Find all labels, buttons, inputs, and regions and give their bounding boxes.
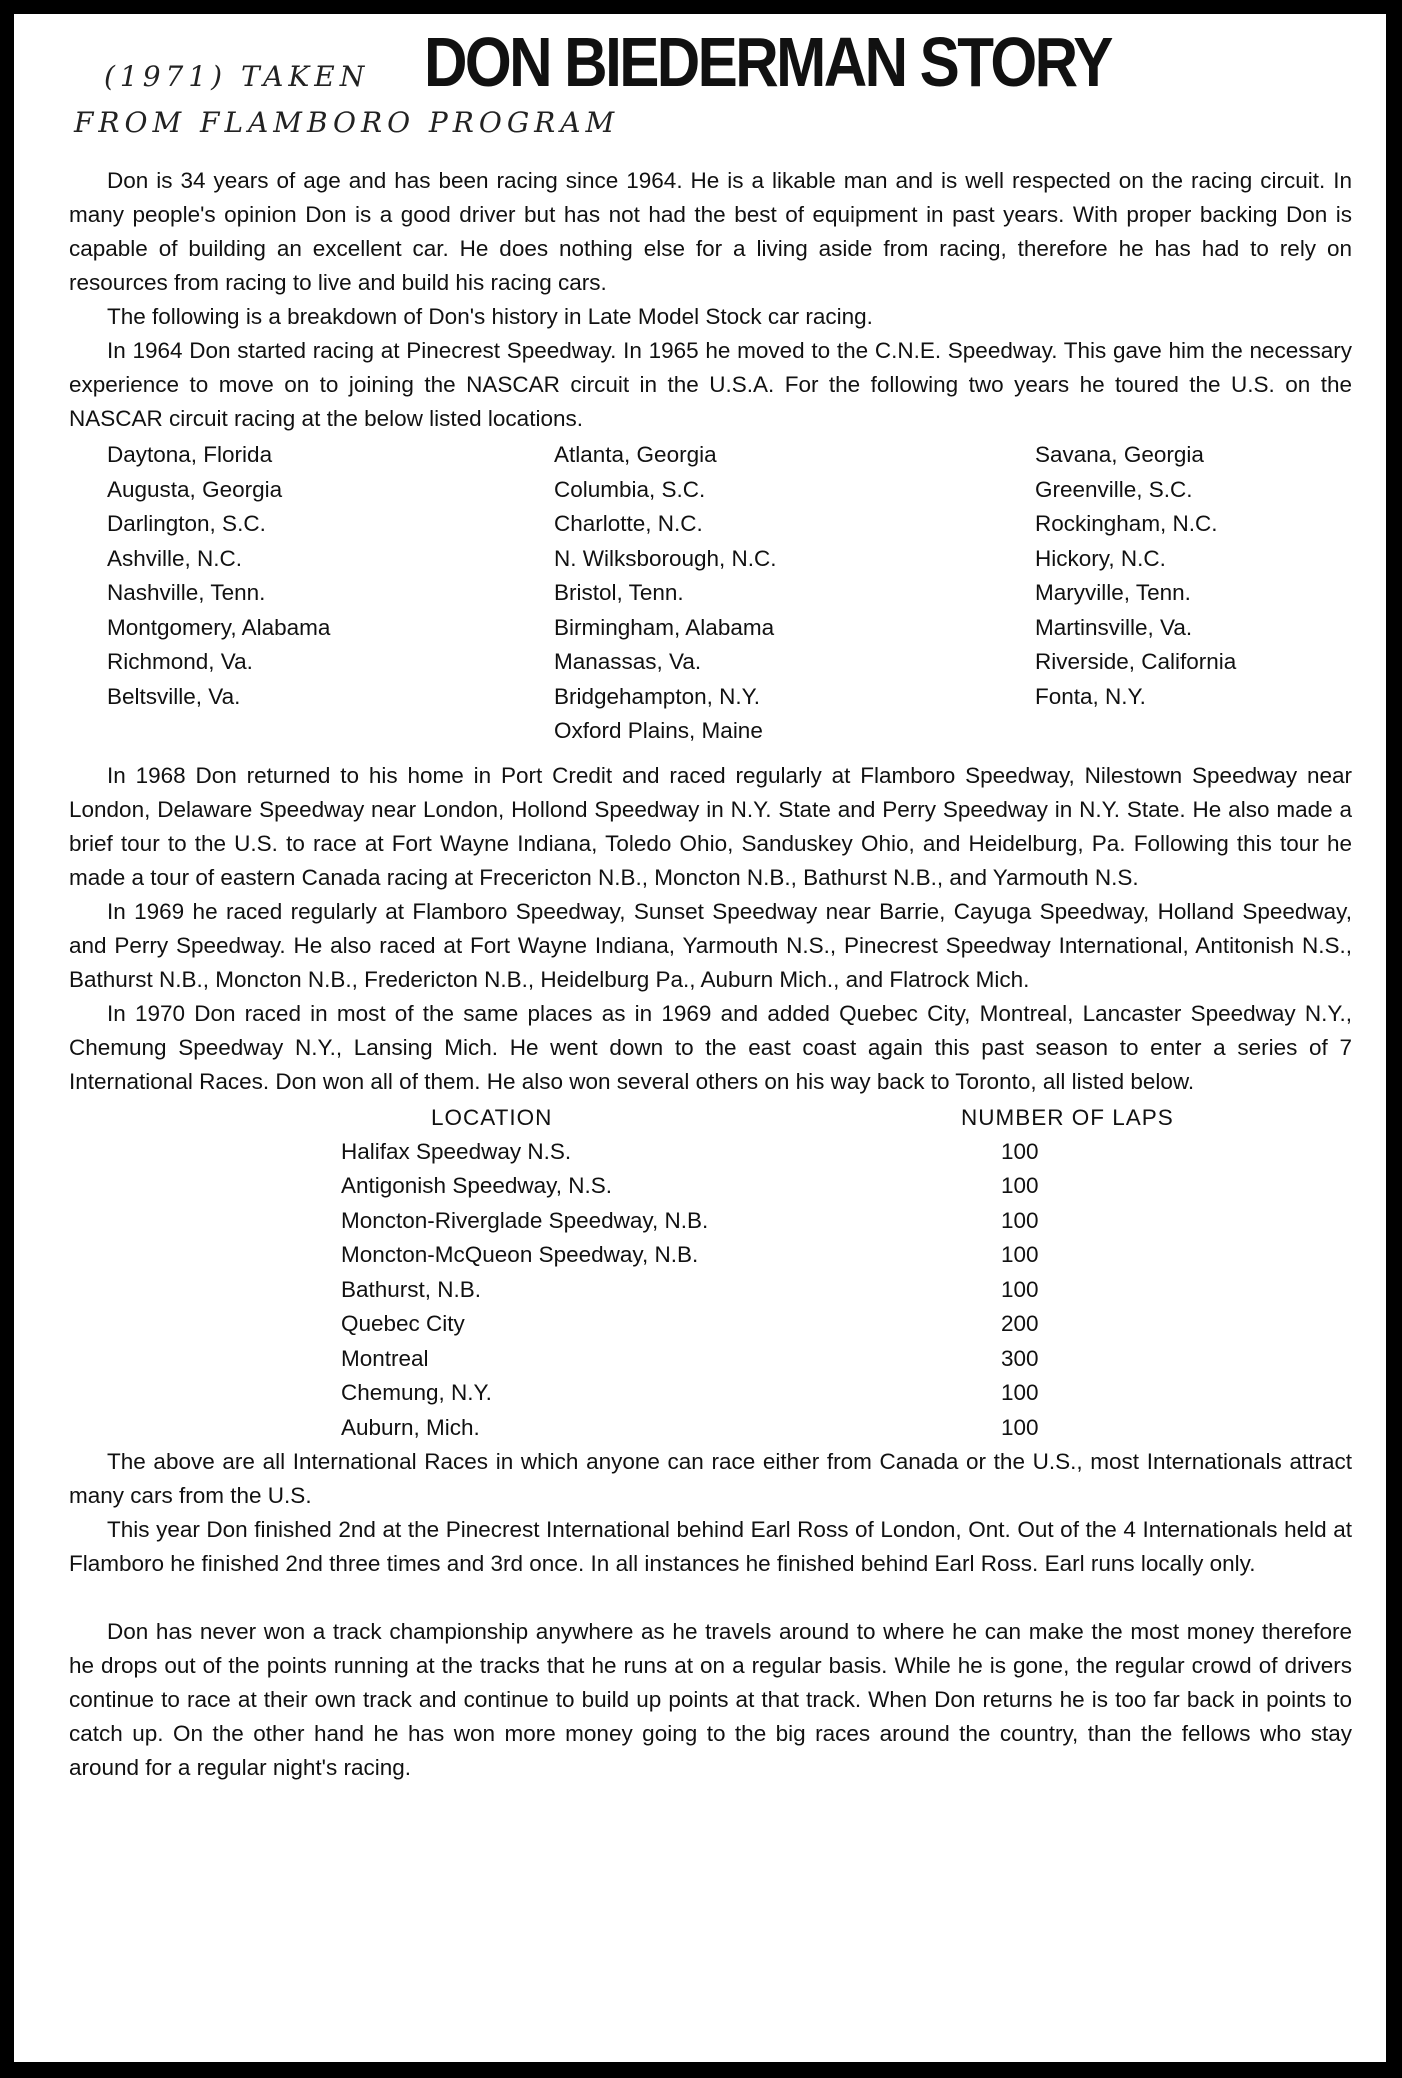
race-location: Montreal xyxy=(341,1345,429,1371)
race-location: Auburn, Mich. xyxy=(341,1414,480,1440)
location-item: Augusta, Georgia xyxy=(107,476,283,502)
document-page xyxy=(14,14,1386,2062)
table-row xyxy=(69,1204,1352,1239)
location-item: Bristol, Tenn. xyxy=(554,580,684,605)
paragraph-intro: Don is 34 years of age and has been racing since 1964. He is a likable man and is well respected on the racing circuit. In many people's opinion Don is a good driver but has not had the best of equipment in past years. With proper backing Don is capable of building an excellent car. He does nothing else for a living aside from racing, therefore he has had to rely on resources from racing to live and build his racing cars. xyxy=(69,168,1352,295)
location-item: Atlanta, Georgia xyxy=(554,442,717,467)
race-laps: 100 xyxy=(1001,1138,1039,1164)
article-body xyxy=(69,164,1352,1785)
locations-column-1 xyxy=(107,438,554,749)
table-row xyxy=(69,1307,1352,1342)
location-item: Columbia, S.C. xyxy=(554,476,706,502)
location-item: Oxford Plains, Maine xyxy=(554,718,763,743)
location-item: Rockingham, N.C. xyxy=(1035,511,1218,536)
page-title: DON BIEDERMAN STORY xyxy=(424,23,1111,101)
paragraph-1968: In 1968 Don returned to his home in Port Credit and raced regularly at Flamboro Speedway, Nilestown Speedway near London, Delaware Speedway near London, Hollond Speedway in N.Y. State and Perry Speedway in N.Y. State. He also made a brief tour to the U.S. to race at Fort Wayne Indiana, Toledo Ohio, Sanduskey Ohio, and Heidelburg, Pa. Following this tour he made a tour of eastern Canada racing at Frecericton N.B., Moncton N.B., Bathurst N.B., and Yarmouth N.S. xyxy=(69,762,1352,890)
paragraph-1969: In 1969 he raced regularly at Flamboro Speedway, Sunset Speedway near Barrie, Cayuga Speedway, Holland Speedway, and Perry Speedway. He also raced at Fort Wayne Indiana, Yarmouth N.S., Pinecrest Speedway International, Antitonish N.S., Bathurst N.B., Moncton N.B., Fredericton N.B., Heidelburg Pa., Auburn Mich., and Flatrock Mich. xyxy=(69,898,1352,992)
paragraph-1970: In 1970 Don raced in most of the same places as in 1969 and added Quebec City, Montreal, Lancaster Speedway N.Y., Chemung Speedway N.Y., Lansing Mich. He went down to the east coast again this past season to enter a series of 7 International Races. Don won all of them. He also won several others on his way back to Toronto, all listed below. xyxy=(69,1000,1352,1094)
race-location: Antigonish Speedway, N.S. xyxy=(341,1173,612,1198)
location-item: Darlington, S.C. xyxy=(107,511,266,536)
location-item: Riverside, California xyxy=(1035,649,1237,674)
header-location: LOCATION xyxy=(431,1104,553,1130)
race-laps: 100 xyxy=(1001,1173,1039,1198)
location-item: Fonta, N.Y. xyxy=(1035,683,1146,709)
table-row xyxy=(69,1342,1352,1377)
nascar-locations-list xyxy=(107,438,1352,749)
paragraph-championship: Don has never won a track championship anywhere as he travels around to where he can make the most money therefore he drops out of the points running at the tracks that he runs at on a regular basis. While he is gone, the regular crowd of drivers continue to race at their own track and continue to build up points at that track. When Don returns he is too far back in points to catch up. On the other hand he has won more money going to the big races around the country, than the fellows who stay around for a regular night's racing. xyxy=(69,1619,1352,1780)
table-row xyxy=(69,1135,1352,1170)
races-table xyxy=(69,1101,1352,1446)
race-location: Quebec City xyxy=(341,1311,465,1336)
race-laps: 200 xyxy=(1001,1311,1039,1336)
paragraph-internationals: The above are all International Races in which anyone can race either from Canada or the U.S., most Internationals attract many cars from the U.S. xyxy=(69,1449,1352,1508)
location-item: Savana, Georgia xyxy=(1035,442,1204,467)
table-row xyxy=(69,1273,1352,1308)
handwritten-annotation xyxy=(74,54,620,146)
annotation-line-1: (1971) TAKEN xyxy=(104,60,370,93)
location-item: Bridgehampton, N.Y. xyxy=(554,683,760,709)
location-item: Birmingham, Alabama xyxy=(554,614,775,640)
paragraph-1964: In 1964 Don started racing at Pinecrest Speedway. In 1965 he moved to the C.N.E. Speedway. This gave him the necessary experience to move on to joining the NASCAR circuit in the U.S.A. For the following two years he toured the U.S. on the NASCAR circuit racing at the below listed locations. xyxy=(69,338,1352,431)
location-item: Nashville, Tenn. xyxy=(107,580,266,605)
paragraph-gap xyxy=(69,1581,1352,1615)
locations-column-2 xyxy=(554,438,1035,749)
location-item: Charlotte, N.C. xyxy=(554,511,703,536)
location-item: Maryville, Tenn. xyxy=(1035,580,1191,605)
race-location: Moncton-Riverglade Speedway, N.B. xyxy=(341,1207,709,1233)
paragraph-this-year: This year Don finished 2nd at the Pinecrest International behind Earl Ross of London, Ont. Out of the 4 Internationals held at Flamboro he finished 2nd three times and 3rd once. In all instances he finished behind Earl Ross. Earl runs locally only. xyxy=(69,1517,1352,1576)
race-laps: 100 xyxy=(1001,1242,1039,1267)
race-location: Halifax Speedway N.S. xyxy=(341,1138,572,1164)
race-laps: 100 xyxy=(1001,1207,1039,1233)
location-item: Hickory, N.C. xyxy=(1035,545,1166,571)
location-item: Beltsville, Va. xyxy=(107,683,241,709)
race-laps: 300 xyxy=(1001,1345,1039,1371)
location-item: Montgomery, Alabama xyxy=(107,614,331,640)
race-location: Chemung, N.Y. xyxy=(341,1380,492,1405)
table-row xyxy=(69,1376,1352,1411)
location-item: N. Wilksborough, N.C. xyxy=(554,545,777,571)
race-location: Bathurst, N.B. xyxy=(341,1276,482,1302)
location-item: Richmond, Va. xyxy=(107,649,253,674)
race-location: Moncton-McQueon Speedway, N.B. xyxy=(341,1242,699,1267)
race-laps: 100 xyxy=(1001,1276,1039,1302)
table-row xyxy=(69,1411,1352,1446)
race-laps: 100 xyxy=(1001,1414,1039,1440)
race-laps: 100 xyxy=(1001,1380,1039,1405)
location-item: Ashville, N.C. xyxy=(107,545,243,571)
paragraph-breakdown: The following is a breakdown of Don's history in Late Model Stock car racing. xyxy=(107,304,873,329)
races-table-header xyxy=(69,1101,1352,1135)
location-item: Daytona, Florida xyxy=(107,442,273,467)
location-item: Greenville, S.C. xyxy=(1035,476,1193,502)
locations-column-3 xyxy=(1035,438,1335,749)
location-item: Martinsville, Va. xyxy=(1035,614,1193,640)
table-row xyxy=(69,1238,1352,1273)
location-item: Manassas, Va. xyxy=(554,649,702,674)
header-laps: NUMBER OF LAPS xyxy=(961,1104,1174,1130)
table-row xyxy=(69,1169,1352,1204)
annotation-line-2: FROM FLAMBORO PROGRAM xyxy=(74,106,620,139)
